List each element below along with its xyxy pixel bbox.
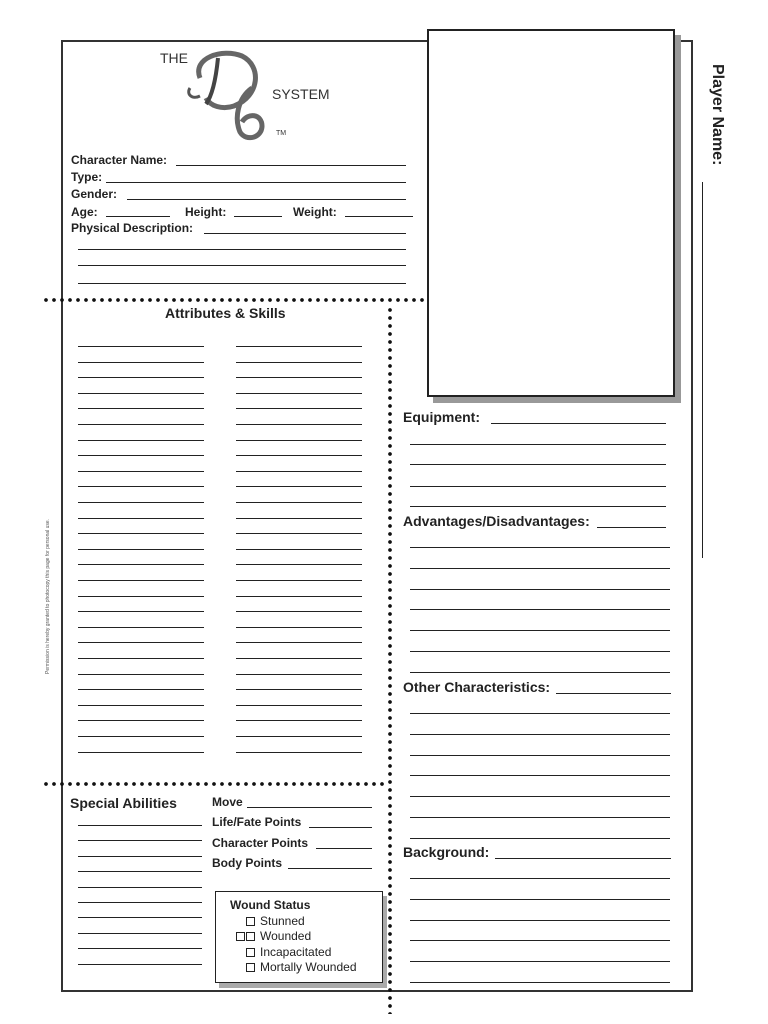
character-points-label: Character Points: [212, 836, 309, 850]
dotted-divider-bottom: [42, 782, 388, 786]
advantages-line[interactable]: [410, 672, 670, 673]
other-characteristics-line[interactable]: [410, 817, 670, 818]
background-field[interactable]: [495, 858, 671, 859]
wound-row-wounded: [230, 929, 311, 943]
attribute-skill-line[interactable]: [236, 720, 362, 721]
stunned-checkbox[interactable]: [246, 917, 255, 926]
background-line[interactable]: [410, 920, 670, 921]
move-label: Move: [212, 795, 243, 809]
type-field[interactable]: [106, 182, 406, 183]
advantages-line[interactable]: [410, 568, 670, 569]
other-characteristics-label: Other Characteristics:: [403, 679, 551, 695]
attribute-skill-line[interactable]: [78, 674, 204, 675]
special-abilities-line[interactable]: [78, 887, 202, 888]
attribute-skill-line[interactable]: [78, 580, 204, 581]
special-abilities-line[interactable]: [78, 840, 202, 841]
attribute-skill-line[interactable]: [236, 393, 362, 394]
special-abilities-line[interactable]: [78, 964, 202, 965]
attribute-skill-line[interactable]: [78, 346, 204, 347]
body-points-label: Body Points: [212, 856, 283, 870]
physical-description-line[interactable]: [78, 283, 406, 284]
dotted-divider-top: [42, 298, 426, 302]
background-line[interactable]: [410, 940, 670, 941]
attribute-skill-line[interactable]: [236, 486, 362, 487]
attribute-skill-line[interactable]: [78, 736, 204, 737]
attribute-skill-line[interactable]: [78, 408, 204, 409]
attribute-skill-line[interactable]: [236, 642, 362, 643]
wound-row-incapacitated: [230, 945, 331, 959]
attribute-skill-line[interactable]: [78, 549, 204, 550]
attribute-skill-line[interactable]: [236, 658, 362, 659]
special-abilities-line[interactable]: [78, 917, 202, 918]
special-abilities-line[interactable]: [78, 902, 202, 903]
attribute-skill-line[interactable]: [78, 471, 204, 472]
attribute-skill-line[interactable]: [236, 736, 362, 737]
attribute-skill-line[interactable]: [236, 627, 362, 628]
attribute-skill-line[interactable]: [236, 424, 362, 425]
gender-field[interactable]: [127, 199, 406, 200]
player-name-label: Player Name:: [709, 64, 726, 166]
attribute-skill-line[interactable]: [236, 564, 362, 565]
age-field[interactable]: [106, 216, 170, 217]
wound-row-mortally-wounded: [230, 960, 357, 974]
other-characteristics-line[interactable]: [410, 775, 670, 776]
equipment-line[interactable]: [410, 486, 666, 487]
mortally-wounded-checkbox[interactable]: [246, 963, 255, 972]
attribute-skill-line[interactable]: [78, 596, 204, 597]
advantages-line[interactable]: [410, 589, 670, 590]
equipment-line[interactable]: [410, 464, 666, 465]
attribute-skill-line[interactable]: [236, 346, 362, 347]
other-characteristics-line[interactable]: [410, 796, 670, 797]
physical-description-line[interactable]: [78, 265, 406, 266]
advantages-line[interactable]: [410, 547, 670, 548]
special-abilities-line[interactable]: [78, 856, 202, 857]
attribute-skill-line[interactable]: [78, 424, 204, 425]
attribute-skill-line[interactable]: [78, 533, 204, 534]
wound-item-label: Mortally Wounded: [260, 960, 357, 974]
attribute-skill-line[interactable]: [236, 471, 362, 472]
attribute-skill-line[interactable]: [78, 611, 204, 612]
attribute-skill-line[interactable]: [78, 455, 204, 456]
attribute-skill-line[interactable]: [236, 440, 362, 441]
type-label: Type:: [71, 170, 103, 184]
advantages-line[interactable]: [410, 651, 670, 652]
attribute-skill-line[interactable]: [78, 564, 204, 565]
advantages-line[interactable]: [410, 630, 670, 631]
wound-item-label: Stunned: [260, 914, 305, 928]
other-characteristics-field[interactable]: [556, 693, 671, 694]
other-characteristics-line[interactable]: [410, 734, 670, 735]
physical-description-field[interactable]: [204, 233, 406, 234]
background-line[interactable]: [410, 878, 670, 879]
logo-tm: TM: [276, 130, 287, 137]
equipment-label: Equipment:: [403, 409, 480, 425]
equipment-line[interactable]: [410, 444, 666, 445]
attribute-skill-line[interactable]: [236, 533, 362, 534]
logo-system: SYSTEM: [272, 86, 330, 102]
physical-description-line[interactable]: [78, 249, 406, 250]
special-abilities-title: Special Abilities: [70, 795, 177, 811]
attribute-skill-line[interactable]: [236, 580, 362, 581]
character-name-field[interactable]: [176, 165, 406, 166]
character-name-label: Character Name:: [71, 153, 168, 167]
body-points-field[interactable]: [288, 868, 372, 869]
wound-item-label: Wounded: [260, 929, 312, 943]
wound-item-label: Incapacitated: [260, 945, 332, 959]
dotted-divider-vertical: [388, 306, 392, 1014]
attribute-skill-line[interactable]: [236, 518, 362, 519]
advantages-line[interactable]: [410, 609, 670, 610]
attribute-skill-line[interactable]: [236, 549, 362, 550]
attribute-skill-line[interactable]: [236, 408, 362, 409]
weight-field[interactable]: [345, 216, 413, 217]
attribute-skill-line[interactable]: [236, 362, 362, 363]
height-label: Height:: [185, 205, 227, 219]
player-name-strip: [696, 64, 726, 564]
move-field[interactable]: [247, 807, 372, 808]
attribute-skill-line[interactable]: [78, 720, 204, 721]
attribute-skill-line[interactable]: [78, 440, 204, 441]
age-label: Age:: [71, 205, 98, 219]
attribute-skill-line[interactable]: [78, 705, 204, 706]
permission-notice: Permission is hereby granted to photocopy this page for personal use.: [45, 518, 51, 674]
wound-row-stunned: [230, 914, 305, 928]
character-points-field[interactable]: [316, 848, 372, 849]
special-abilities-line[interactable]: [78, 825, 202, 826]
wounded-checkbox-1[interactable]: [236, 932, 245, 941]
attribute-skill-line[interactable]: [236, 377, 362, 378]
attribute-skill-line[interactable]: [78, 362, 204, 363]
background-line[interactable]: [410, 899, 670, 900]
incapacitated-checkbox[interactable]: [246, 948, 255, 957]
advantages-disadvantages-label: Advantages/Disadvantages:: [403, 513, 590, 529]
other-characteristics-line[interactable]: [410, 838, 670, 839]
logo-the: THE: [160, 50, 188, 66]
attribute-skill-line[interactable]: [78, 393, 204, 394]
attribute-skill-line[interactable]: [236, 596, 362, 597]
attribute-skill-line[interactable]: [236, 752, 362, 753]
special-abilities-line[interactable]: [78, 933, 202, 934]
special-abilities-line[interactable]: [78, 948, 202, 949]
other-characteristics-line[interactable]: [410, 713, 670, 714]
other-characteristics-line[interactable]: [410, 755, 670, 756]
background-label: Background:: [403, 844, 490, 860]
attribute-skill-line[interactable]: [78, 689, 204, 690]
height-field[interactable]: [234, 216, 282, 217]
attribute-skill-line[interactable]: [78, 518, 204, 519]
physical-description-label: Physical Description:: [71, 221, 194, 235]
attribute-skill-line[interactable]: [78, 377, 204, 378]
equipment-line[interactable]: [410, 506, 666, 507]
attribute-skill-line[interactable]: [78, 486, 204, 487]
player-name-field[interactable]: [702, 182, 703, 558]
attribute-skill-line[interactable]: [78, 658, 204, 659]
d6-logo-mark: [182, 48, 282, 144]
attribute-skill-line[interactable]: [236, 611, 362, 612]
wound-status-title: Wound Status: [230, 898, 311, 912]
background-line[interactable]: [410, 961, 670, 962]
wounded-checkbox-2[interactable]: [246, 932, 255, 941]
attribute-skill-line[interactable]: [78, 627, 204, 628]
attribute-skill-line[interactable]: [236, 705, 362, 706]
weight-label: Weight:: [293, 205, 337, 219]
attribute-skill-line[interactable]: [236, 689, 362, 690]
d6-system-logo: [160, 48, 350, 144]
life-fate-points-field[interactable]: [309, 827, 372, 828]
attribute-skill-line[interactable]: [78, 752, 204, 753]
background-line[interactable]: [410, 982, 670, 983]
attribute-skill-line[interactable]: [78, 642, 204, 643]
equipment-field[interactable]: [491, 423, 666, 424]
special-abilities-line[interactable]: [78, 871, 202, 872]
attribute-skill-line[interactable]: [78, 502, 204, 503]
advantages-field[interactable]: [597, 527, 666, 528]
attribute-skill-line[interactable]: [236, 502, 362, 503]
life-fate-points-label: Life/Fate Points: [212, 815, 302, 829]
wound-status-box: [215, 891, 383, 983]
attributes-skills-title: Attributes & Skills: [165, 305, 286, 321]
attribute-skill-line[interactable]: [236, 455, 362, 456]
character-portrait-box[interactable]: [427, 29, 675, 397]
attribute-skill-line[interactable]: [236, 674, 362, 675]
gender-label: Gender:: [71, 187, 118, 201]
